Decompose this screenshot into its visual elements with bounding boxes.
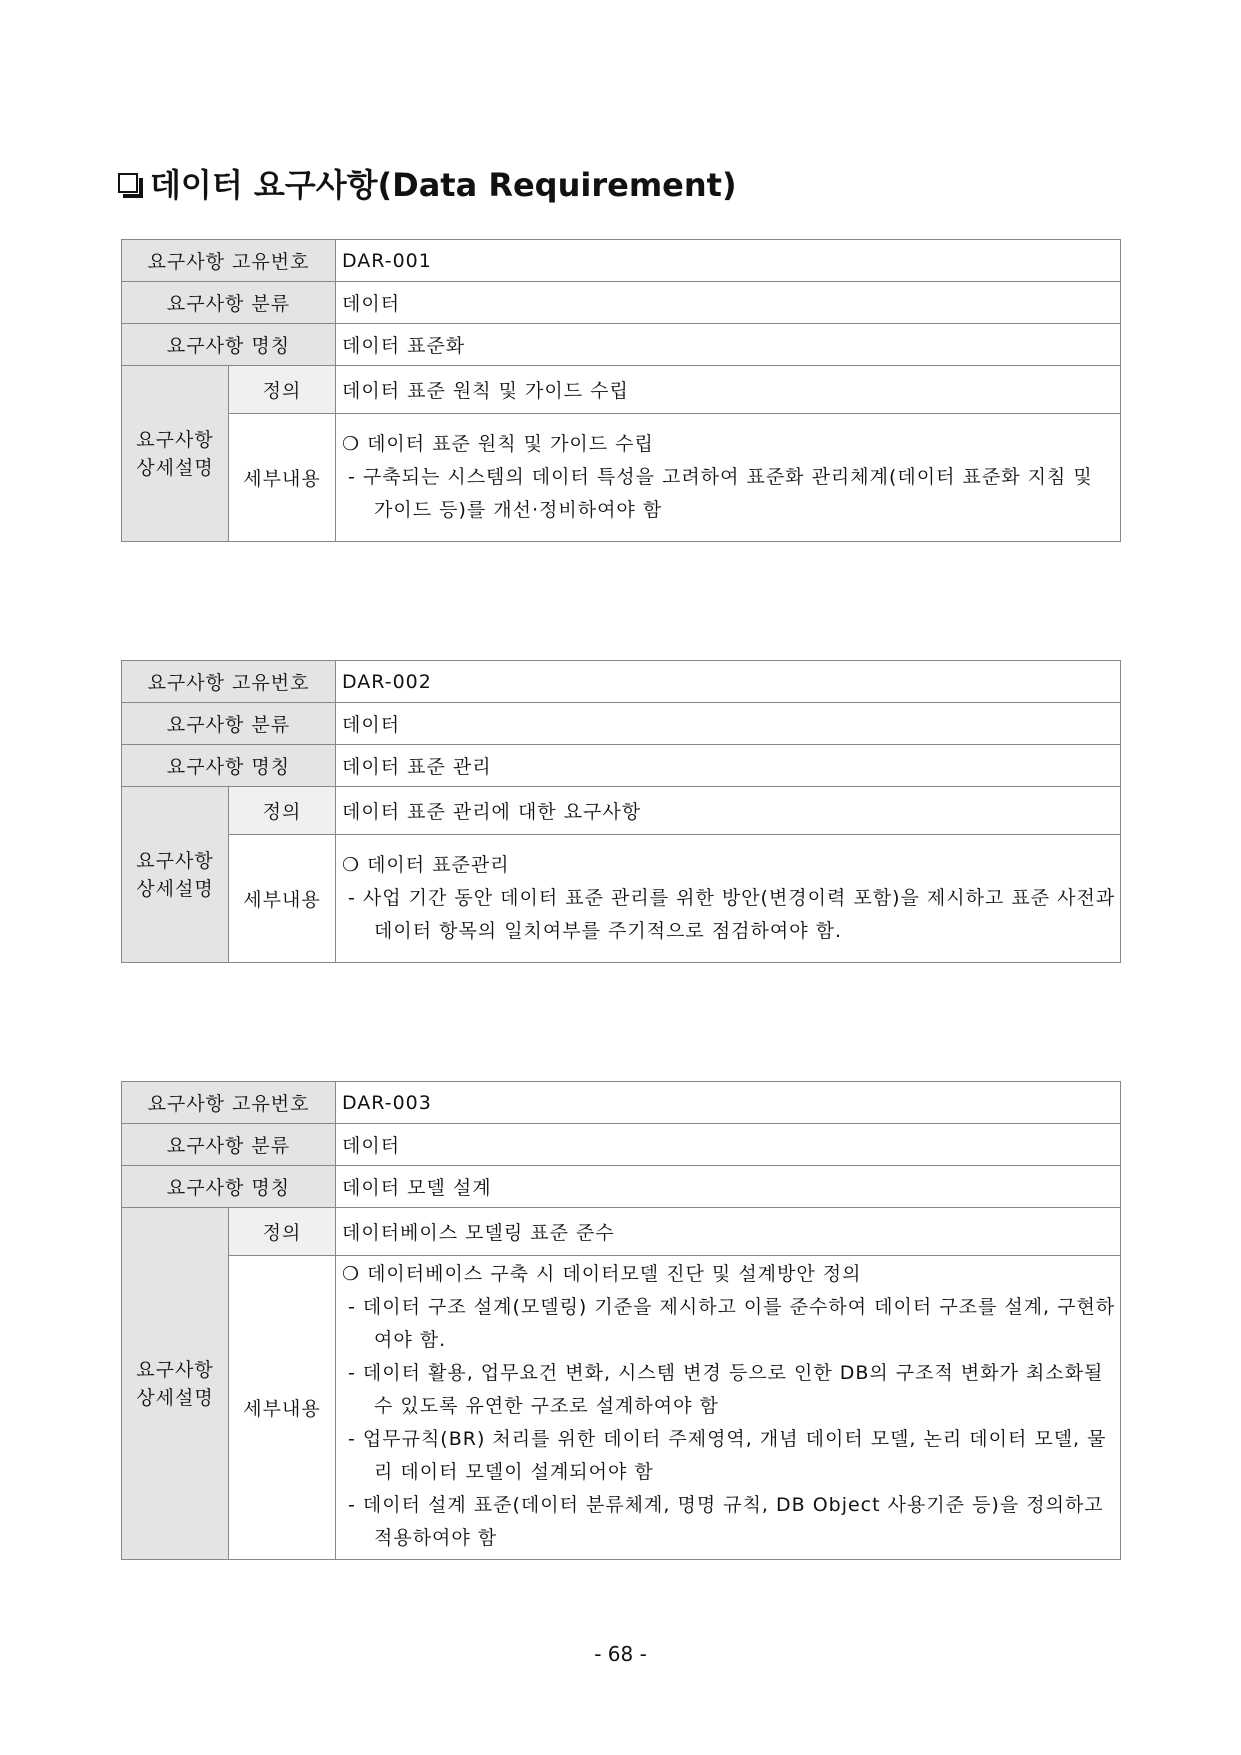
table-row — [122, 366, 1121, 414]
table-row — [122, 1208, 1121, 1256]
content-label: 세부내용 — [229, 835, 336, 963]
content-bullet: ❍ 데이터 표준관리 — [342, 854, 510, 876]
content-label: 세부내용 — [229, 1256, 336, 1560]
table-row — [122, 1256, 1121, 1560]
name-label: 요구사항 명칭 — [122, 1166, 336, 1208]
name-label: 요구사항 명칭 — [122, 324, 336, 366]
requirement-content — [336, 1256, 1121, 1560]
content-item: - 데이터 활용, 업무요건 변화, 시스템 변경 등으로 인한 DB의 구조적 변화가 최소화될 수 있도록 유연한 구조로 설계하여야 함 — [348, 1362, 1104, 1417]
table-row — [122, 661, 1121, 703]
table-row — [122, 282, 1121, 324]
category-label: 요구사항 분류 — [122, 1124, 336, 1166]
requirement-table-2 — [121, 660, 1121, 963]
content-label: 세부내용 — [229, 414, 336, 542]
page-number: - 68 - — [594, 1642, 647, 1666]
table-row — [122, 240, 1121, 282]
category-label: 요구사항 분류 — [122, 282, 336, 324]
id-label: 요구사항 고유번호 — [122, 1082, 336, 1124]
definition-label: 정의 — [229, 1208, 336, 1256]
page-title — [118, 160, 737, 206]
page-title-text: 데이터 요구사항(Data Requirement) — [150, 166, 737, 204]
requirement-content — [336, 835, 1121, 963]
requirement-category: 데이터 — [336, 282, 1121, 324]
detail-label-line2: 상세설명 — [136, 877, 214, 900]
table-row — [122, 324, 1121, 366]
definition-label: 정의 — [229, 366, 336, 414]
requirement-table-3 — [121, 1081, 1121, 1560]
table-row — [122, 1124, 1121, 1166]
requirement-id: DAR-002 — [336, 661, 1121, 703]
id-label: 요구사항 고유번호 — [122, 240, 336, 282]
id-label: 요구사항 고유번호 — [122, 661, 336, 703]
detail-label-line1: 요구사항 — [136, 849, 214, 872]
detail-label — [122, 366, 229, 542]
table-row — [122, 787, 1121, 835]
content-item: - 데이터 구조 설계(모델링) 기준을 제시하고 이를 준수하여 데이터 구조를 설계, 구현하여야 함. — [348, 1296, 1116, 1351]
requirement-name: 데이터 모델 설계 — [336, 1166, 1121, 1208]
requirement-name: 데이터 표준화 — [336, 324, 1121, 366]
checkbox-icon — [118, 173, 138, 193]
requirement-definition: 데이터 표준 관리에 대한 요구사항 — [336, 787, 1121, 835]
table-row — [122, 1166, 1121, 1208]
content-bullet: ❍ 데이터 표준 원칙 및 가이드 수립 — [342, 433, 654, 455]
detail-label-line2: 상세설명 — [136, 1386, 214, 1409]
content-item: - 사업 기간 동안 데이터 표준 관리를 위한 방안(변경이력 포함)을 제시하고 표준 사전과 데이터 항목의 일치여부를 주기적으로 점검하여야 함. — [348, 887, 1116, 942]
content-bullet: ❍ 데이터베이스 구축 시 데이터모델 진단 및 설계방안 정의 — [342, 1263, 862, 1285]
table-row — [122, 414, 1121, 542]
table-row — [122, 745, 1121, 787]
requirement-category: 데이터 — [336, 703, 1121, 745]
detail-label-line2: 상세설명 — [136, 456, 214, 479]
content-item: - 구축되는 시스템의 데이터 특성을 고려하여 표준화 관리체계(데이터 표준화 지침 및 가이드 등)를 개선·정비하여야 함 — [348, 466, 1093, 521]
requirement-category: 데이터 — [336, 1124, 1121, 1166]
requirement-id: DAR-003 — [336, 1082, 1121, 1124]
requirement-name: 데이터 표준 관리 — [336, 745, 1121, 787]
requirement-content — [336, 414, 1121, 542]
definition-label: 정의 — [229, 787, 336, 835]
category-label: 요구사항 분류 — [122, 703, 336, 745]
name-label: 요구사항 명칭 — [122, 745, 336, 787]
detail-label-line1: 요구사항 — [136, 428, 214, 451]
detail-label-line1: 요구사항 — [136, 1358, 214, 1381]
table-row — [122, 703, 1121, 745]
requirement-definition: 데이터베이스 모델링 표준 준수 — [336, 1208, 1121, 1256]
content-item: - 데이터 설계 표준(데이터 분류체계, 명명 규칙, DB Object 사용기준 등)을 정의하고 적용하여야 함 — [348, 1494, 1104, 1549]
detail-label — [122, 787, 229, 963]
requirement-id: DAR-001 — [336, 240, 1121, 282]
detail-label — [122, 1208, 229, 1560]
requirement-definition: 데이터 표준 원칙 및 가이드 수립 — [336, 366, 1121, 414]
content-item: - 업무규칙(BR) 처리를 위한 데이터 주제영역, 개념 데이터 모델, 논리 데이터 모델, 물리 데이터 모델이 설계되어야 함 — [348, 1428, 1107, 1483]
requirement-table-1 — [121, 239, 1121, 542]
table-row — [122, 835, 1121, 963]
table-row — [122, 1082, 1121, 1124]
